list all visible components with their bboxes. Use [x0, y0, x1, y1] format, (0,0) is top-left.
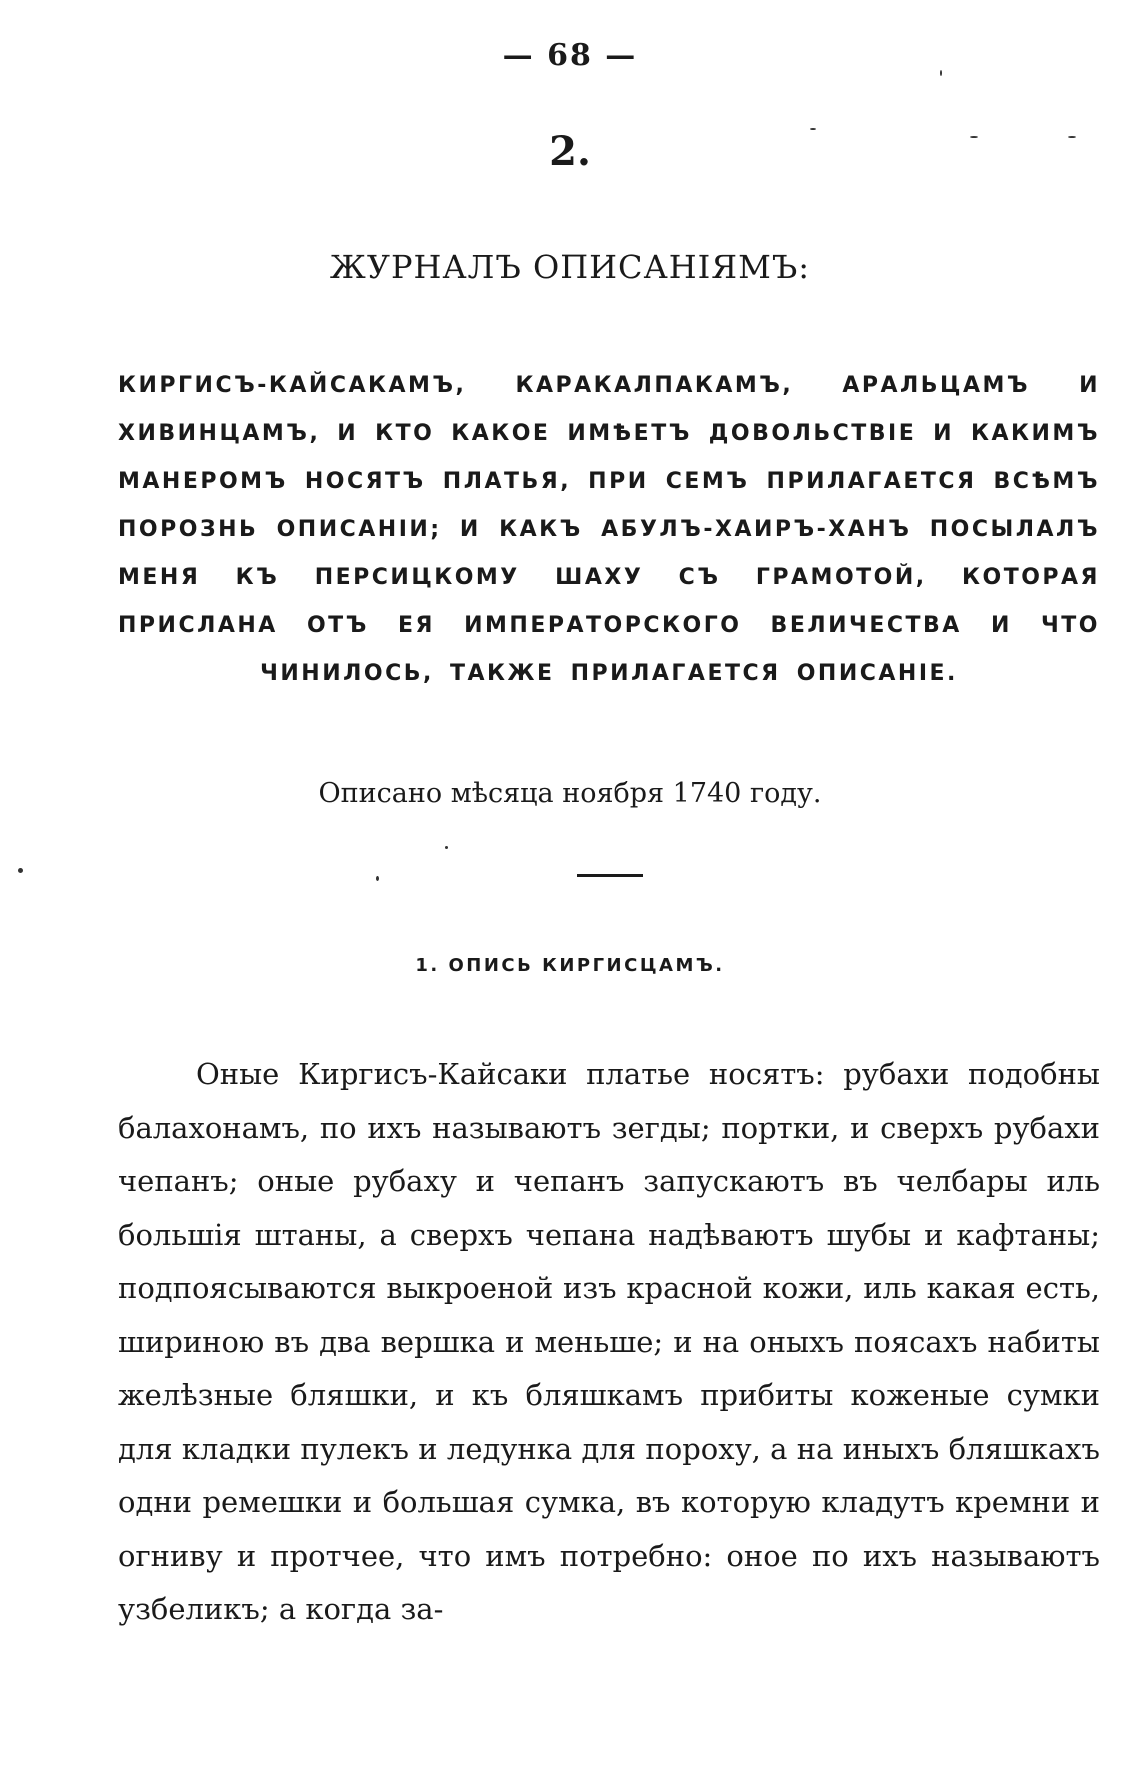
scan-speck	[970, 136, 978, 138]
page-number: — 68 —	[502, 38, 638, 73]
journal-title: ЖУРНАЛЪ ОПИСАНІЯМЪ:	[329, 248, 811, 286]
body-paragraph: Оные Киргисъ-Кайсаки платье носятъ: рубахи подобны балахонамъ, по ихъ называютъ зегды; портки, и сверхъ рубахи чепанъ; оные рубаху и чепанъ запускаютъ въ челбары иль большія штаны, а сверхъ чепана надѣваютъ шубы и кафтаны; подпоясываются выкроеной изъ красной кожи, иль какая есть, шириною въ два вершка и меньше; и на оныхъ поясахъ набиты желѣзные бляшки, и къ бляшкамъ прибиты коженые сумки для кладки пулекъ и ледунка для пороху, а на иныхъ бляшкахъ одни ремешки и большая сумка, въ которую кладутъ кремни и огниву и протчее, что имъ потребно: оное по ихъ называютъ узбеликъ; а когда за-	[118, 1057, 1100, 1626]
scan-speck	[810, 128, 816, 130]
date-line: Описано мѣсяца ноября 1740 году.	[318, 778, 822, 809]
section-number: 2.	[549, 128, 591, 175]
scan-speck	[376, 876, 379, 881]
scan-speck	[940, 70, 942, 76]
scan-speck	[445, 846, 448, 849]
scan-speck	[18, 868, 23, 873]
separator-rule	[577, 874, 643, 877]
section-heading: 1. ОПИСЬ КИРГИСЦАМЪ.	[415, 955, 725, 976]
scan-speck	[1068, 136, 1076, 138]
journal-subtitle: КИРГИСЪ-КАЙСАКАМЪ, КАРАКАЛПАКАМЪ, АРАЛЬЦАМЪ И ХИВИНЦАМЪ, И КТО КАКОЕ ИМѢЕТЪ ДОВОЛЬСТВІЕ И КАКИМЪ МАНЕРОМЪ НОСЯТЪ ПЛАТЬЯ, ПРИ СЕМЪ ПРИЛАГАЕТСЯ ВСѢМЪ ПОРОЗНЬ ОПИСАНІИ; И КАКЪ АБУЛЪ-ХАИРЪ-ХАНЪ ПОСЫЛАЛЪ МЕНЯ КЪ ПЕРСИЦКОМУ ШАХУ СЪ ГРАМОТОЙ, КОТОРАЯ ПРИСЛАНА ОТЪ ЕЯ ИМПЕРАТОРСКОГО ВЕЛИЧЕСТВА И ЧТО ЧИНИЛОСЬ, ТАКЖЕ ПРИЛАГАЕТСЯ ОПИСАНІЕ.	[118, 373, 1100, 686]
